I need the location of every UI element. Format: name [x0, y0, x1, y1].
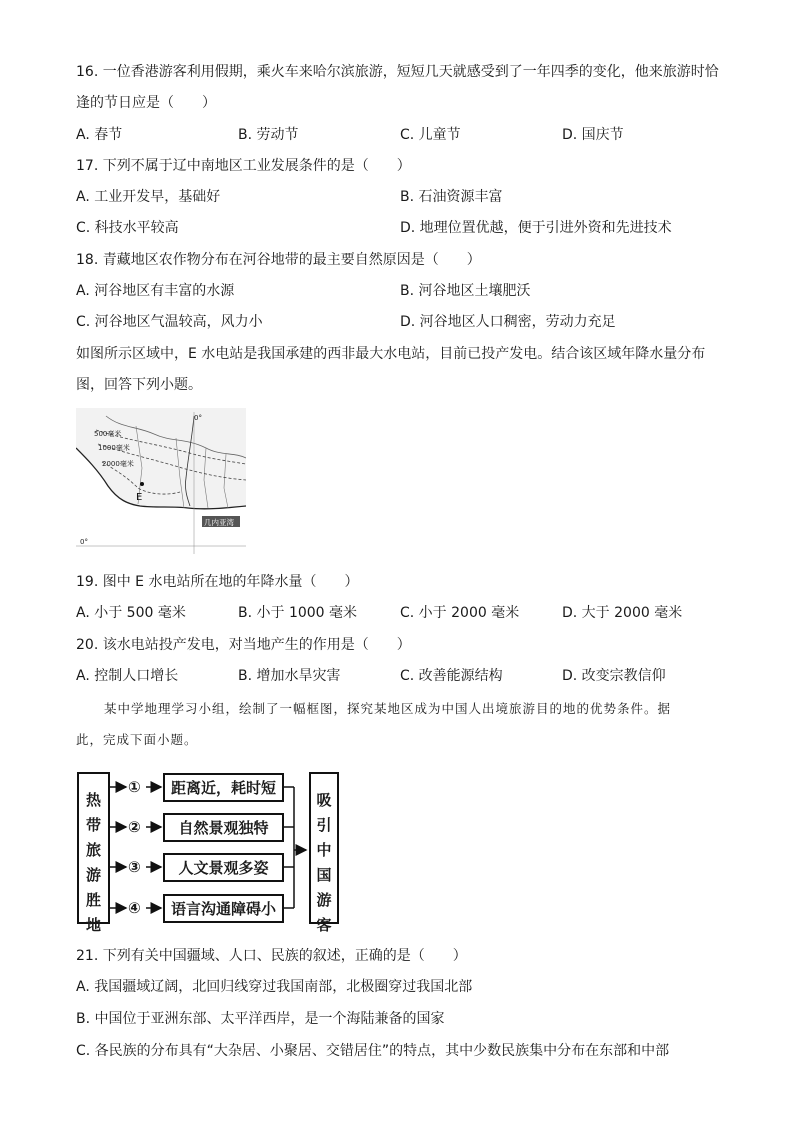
- q16-option-a: A. 春节: [76, 127, 123, 143]
- q16-option-d: D. 国庆节: [562, 127, 624, 143]
- map-label-1000: 1000毫米: [98, 444, 130, 452]
- q19-stem: 19. 图中 E 水电站所在地的年降水量（ ）: [76, 574, 359, 590]
- flowchart-num-2: ②: [128, 818, 141, 836]
- flowchart-num-3: ③: [128, 858, 141, 876]
- q20-option-c: C. 改善能源结构: [400, 668, 503, 684]
- flowchart-item-4: 语言沟通障碍小: [163, 894, 284, 923]
- q19-option-d: D. 大于 2000 毫米: [562, 605, 683, 621]
- flowchart-num-1: ①: [128, 778, 141, 796]
- flowchart-right-box: 吸引中国游客: [309, 772, 339, 924]
- q19-option-b: B. 小于 1000 毫米: [238, 605, 358, 621]
- map-label-2000: 2000毫米: [102, 460, 134, 468]
- map-intro-line2: 图，回答下列小题。: [76, 377, 202, 393]
- q21-option-c: C. 各民族的分布具有“大杂居、小聚居、交错居住”的特点，其中少数民族集中分布在东部和中部: [76, 1043, 670, 1059]
- map-intro-line1: 如图所示区域中，E 水电站是我国承建的西非最大水电站，目前已投产发电。结合该区域年降水量分布: [76, 346, 706, 362]
- q21-stem: 21. 下列有关中国疆域、人口、民族的叙述，正确的是（ ）: [76, 948, 467, 964]
- map-label-e: E: [136, 492, 143, 503]
- q16-option-c: C. 儿童节: [400, 127, 461, 143]
- flowchart-item-1: 距离近，耗时短: [163, 773, 284, 802]
- q18-option-d: D. 河谷地区人口稠密，劳动力充足: [400, 314, 616, 330]
- q17-option-c: C. 科技水平较高: [76, 220, 179, 236]
- flowchart-num-4: ④: [128, 899, 141, 917]
- q16-option-b: B. 劳动节: [238, 127, 299, 143]
- q17-option-d: D. 地理位置优越，便于引进外资和先进技术: [400, 220, 672, 236]
- q18-stem: 18. 青藏地区农作物分布在河谷地带的最主要自然原因是（ ）: [76, 252, 481, 268]
- q19-option-a: A. 小于 500 毫米: [76, 605, 186, 621]
- flowchart-item-3: 人文景观多姿: [163, 853, 284, 882]
- q16-stem-line2: 逢的节日应是（ ）: [76, 95, 216, 111]
- map-label-500: 500毫米: [94, 430, 122, 438]
- map-label-meridian: 0°: [194, 414, 202, 422]
- q16-stem-line1: 16. 一位香港游客利用假期，乘火车来哈尔滨旅游，短短几天就感受到了一年四季的变化，他来旅游时恰: [76, 64, 719, 80]
- map-label-equator: 0°: [80, 538, 88, 546]
- flowchart-item-2: 自然景观独特: [163, 813, 284, 842]
- map-label-gulf: 几内亚湾: [204, 518, 234, 527]
- q18-option-c: C. 河谷地区气温较高，风力小: [76, 314, 263, 330]
- q20-option-a: A. 控制人口增长: [76, 668, 179, 684]
- q20-stem: 20. 该水电站投产发电，对当地产生的作用是（ ）: [76, 637, 411, 653]
- q19-option-c: C. 小于 2000 毫米: [400, 605, 520, 621]
- flowchart-left-box: 热带旅游胜地: [77, 772, 110, 924]
- q20-option-b: B. 增加水旱灾害: [238, 668, 341, 684]
- flow-intro-line1: 某中学地理学习小组，绘制了一幅框图，探究某地区成为中国人出境旅游目的地的优势条件。据: [104, 701, 672, 716]
- q17-option-b: B. 石油资源丰富: [400, 189, 503, 205]
- q18-option-b: B. 河谷地区土壤肥沃: [400, 283, 531, 299]
- q17-stem: 17. 下列不属于辽中南地区工业发展条件的是（ ）: [76, 158, 411, 174]
- q20-option-d: D. 改变宗教信仰: [562, 668, 666, 684]
- q21-option-b: B. 中国位于亚洲东部、太平洋西岸，是一个海陆兼备的国家: [76, 1011, 445, 1027]
- flow-intro-line2: 此，完成下面小题。: [76, 732, 198, 747]
- q18-option-a: A. 河谷地区有丰富的水源: [76, 283, 235, 299]
- q17-option-a: A. 工业开发早，基础好: [76, 189, 221, 205]
- q21-option-a: A. 我国疆域辽阔，北回归线穿过我国南部，北极圈穿过我国北部: [76, 979, 473, 995]
